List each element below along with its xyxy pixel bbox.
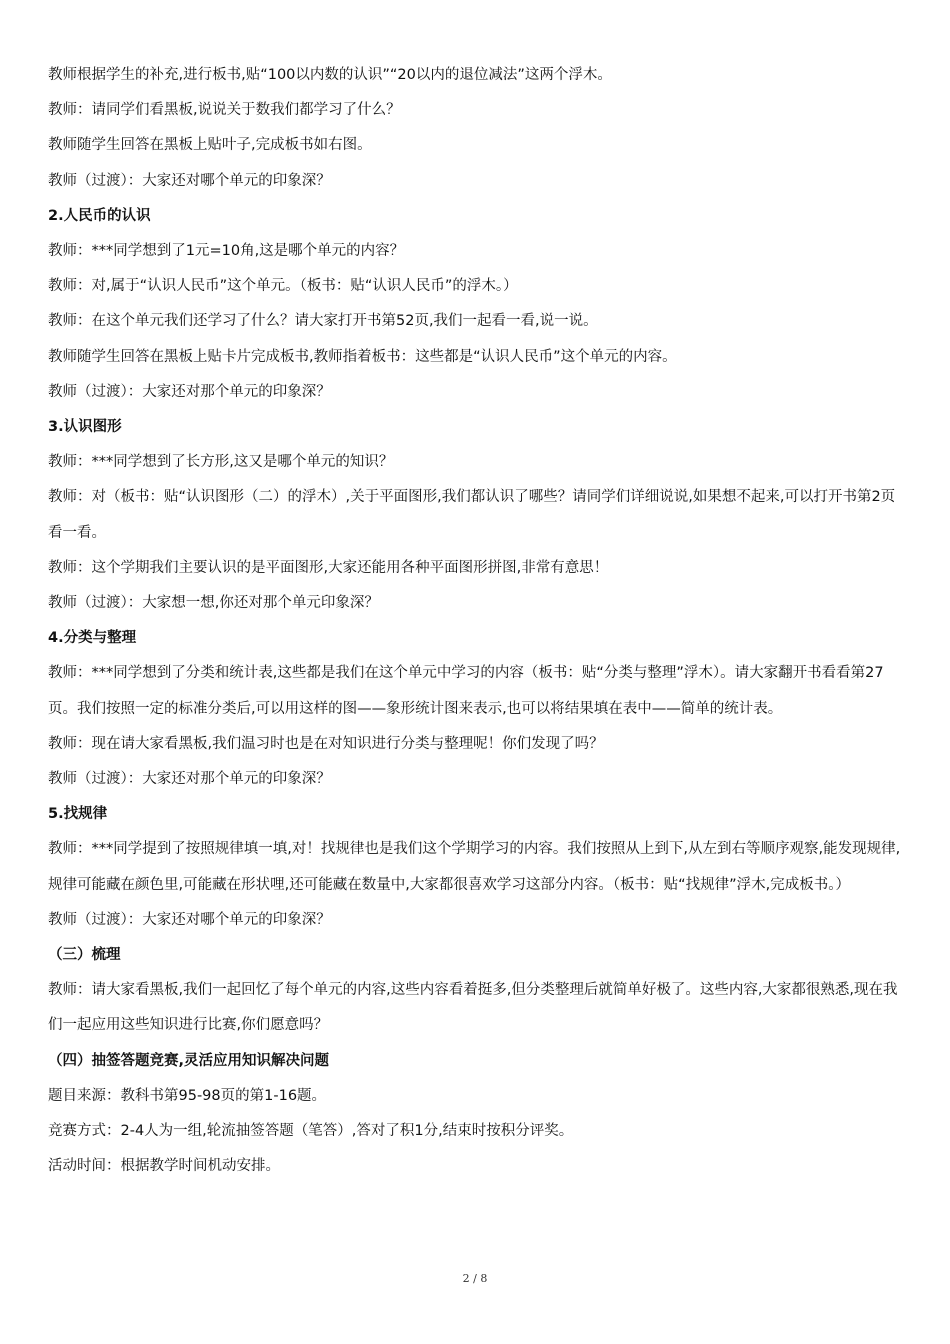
- paragraph: 教师：***同学想到了分类和统计表,这些都是我们在这个单元中学习的内容（板书：贴“分类与整理”浮木）。请大家翻开书看看第27页。我们按照一定的标准分类后,可以用这样的图——象形统计图来表示,也可以将结果填在表中——简单的统计表。: [48, 665, 884, 717]
- section-heading: （四）抽签答题竞赛,灵活应用知识解决问题: [48, 1052, 330, 1069]
- section-heading: 4.分类与整理: [48, 630, 137, 647]
- section-heading: 3.认识图形: [48, 419, 122, 436]
- paragraph: 教师：***同学想到了长方形,这又是哪个单元的知识？: [48, 454, 394, 471]
- paragraph: 教师：***同学提到了按照规律填一填,对！找规律也是我们这个学期学习的内容。我们按照从上到下,从左到右等顺序观察,能发现规律,规律可能藏在颜色里,可能藏在形状哩,还可能藏在数量中,大家都很喜欢学习这部分内容。（板书：贴“找规律”浮木,完成板书。）: [48, 841, 901, 893]
- page-number: 2 / 8: [462, 1272, 488, 1285]
- paragraph: 教师：请大家看黑板,我们一起回忆了每个单元的内容,这些内容看着挺多,但分类整理后就简单好极了。这些内容,大家都很熟悉,现在我们一起应用这些知识进行比赛,你们愿意吗？: [48, 982, 898, 1034]
- paragraph: 教师：在这个单元我们还学习了什么？请大家打开书第52页,我们一起看一看,说一说。: [48, 313, 598, 330]
- paragraph: 竞赛方式：2-4人为一组,轮流抽签答题（笔答）,答对了积1分,结束时按积分评奖。: [48, 1123, 574, 1140]
- section-heading: （三）梳理: [48, 947, 121, 964]
- section-heading: 5.找规律: [48, 806, 108, 823]
- paragraph: 教师（过渡）：大家还对那个单元的印象深？: [48, 771, 331, 788]
- paragraph: 教师根据学生的补充,进行板书,贴“100以内数的认识”“20以内的退位减法”这两个浮木。: [48, 67, 612, 83]
- paragraph: 教师：请同学们看黑板,说说关于数我们都学习了什么？: [48, 102, 401, 119]
- paragraph: 教师：对,属于“认识人民币”这个单元。（板书：贴“认识人民币”的浮木。）: [48, 278, 518, 295]
- paragraph: 教师（过渡）：大家还对那个单元的印象深？: [48, 383, 331, 400]
- paragraph: 教师随学生回答在黑板上贴叶子,完成板书如右图。: [48, 137, 372, 154]
- paragraph: 教师（过渡）：大家还对哪个单元的印象深？: [48, 172, 331, 189]
- paragraph: 教师（过渡）：大家还对哪个单元的印象深？: [48, 911, 331, 928]
- document-body: [48, 58, 904, 1185]
- paragraph: 教师（过渡）：大家想一想,你还对那个单元印象深？: [48, 595, 379, 612]
- paragraph: 教师：现在请大家看黑板,我们温习时也是在对知识进行分类与整理呢！你们发现了吗？: [48, 735, 604, 752]
- paragraph: 教师随学生回答在黑板上贴卡片完成板书,教师指着板书：这些都是“认识人民币”这个单元的内容。: [48, 348, 677, 365]
- section-heading: 2.人民币的认识: [48, 207, 151, 224]
- paragraph: 教师：***同学想到了1元=10角,这是哪个单元的内容？: [48, 243, 405, 260]
- paragraph: 教师：这个学期我们主要认识的是平面图形,大家还能用各种平面图形拼图,非常有意思！: [48, 559, 609, 576]
- paragraph: 教师：对（板书：贴“认识图形（二）的浮木）,关于平面图形,我们都认识了哪些？请同学们详细说说,如果想不起来,可以打开书第2页看一看。: [48, 489, 896, 541]
- paragraph: 题目来源：教科书第95-98页的第1-16题。: [48, 1087, 327, 1104]
- paragraph: 活动时间：根据教学时间机动安排。: [48, 1158, 280, 1175]
